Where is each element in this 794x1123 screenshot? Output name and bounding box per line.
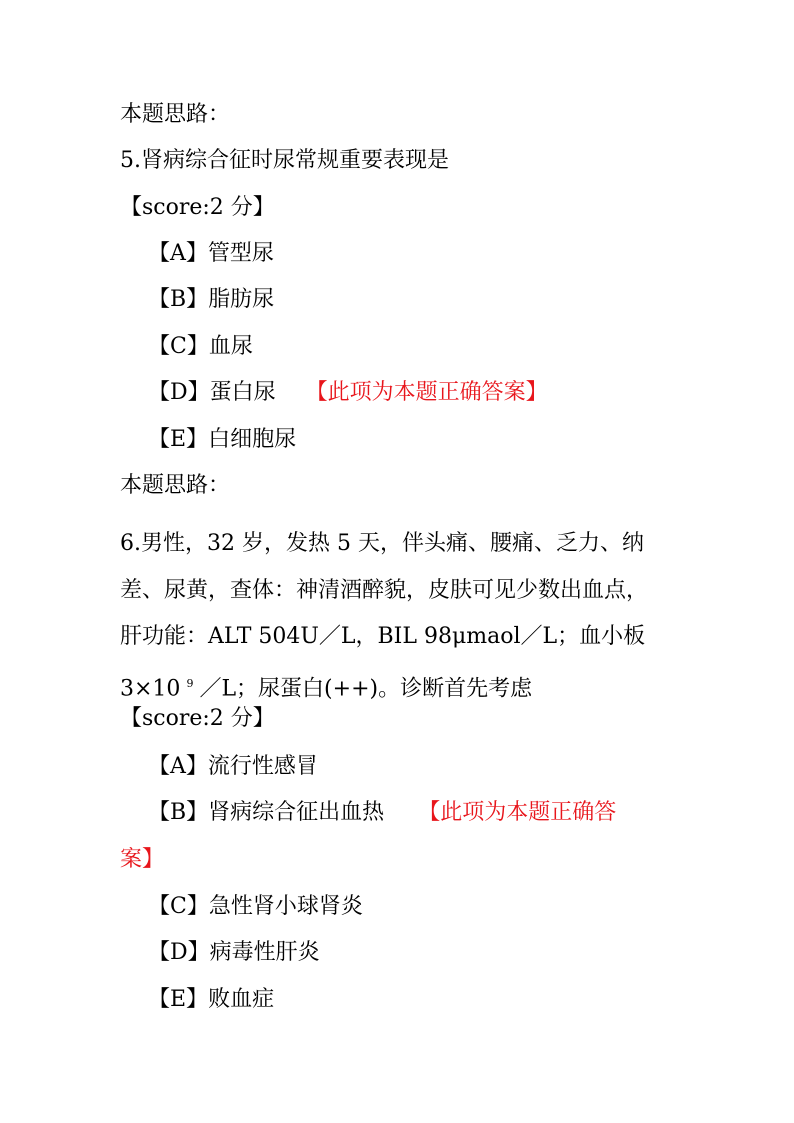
option-key: 【A】 bbox=[148, 754, 208, 779]
q5-option-a bbox=[148, 239, 274, 269]
option-text: 病毒性肝炎 bbox=[209, 940, 320, 965]
option-key: 【C】 bbox=[148, 334, 209, 359]
thought-label-prev: 本题思路： bbox=[120, 102, 231, 127]
option-key: 【D】 bbox=[148, 380, 210, 405]
option-key: 【B】 bbox=[148, 800, 209, 825]
question-6-part1: 6.男性，32 岁，发热 5 天，伴头痛、腰痛、乏力、纳差、尿黄，查体：神清酒醉貌，皮肤可见少数出血点，肝功能：ALT 504U／L，BIL 98μmaol／L；血小板 3×10 bbox=[120, 531, 649, 701]
q5-option-e bbox=[148, 425, 296, 455]
question-5-score: 【score:2 分】 bbox=[120, 195, 275, 220]
q6-option-a bbox=[148, 752, 318, 782]
option-text: 流行性感冒 bbox=[207, 754, 318, 779]
option-text: 急性肾小球肾炎 bbox=[208, 894, 363, 919]
option-text: 败血症 bbox=[208, 987, 275, 1012]
q6-option-b bbox=[148, 798, 616, 828]
option-key: 【E】 bbox=[148, 987, 209, 1012]
question-5: 5.肾病综合征时尿常规重要表现是 bbox=[120, 148, 449, 173]
question-6-score: 【score:2 分】 bbox=[120, 706, 275, 731]
question-6-part2: ／L；尿蛋白(++)。诊断首先考虑 bbox=[199, 675, 533, 701]
thought-label: 本题思路： bbox=[120, 473, 231, 498]
q6-option-c bbox=[148, 892, 363, 922]
option-key: 【B】 bbox=[148, 287, 209, 312]
option-key: 【A】 bbox=[148, 241, 208, 266]
question-6-superscript: 9 bbox=[186, 676, 194, 690]
correct-answer-mark-continued: 案】 bbox=[120, 847, 165, 872]
option-text: 管型尿 bbox=[207, 241, 274, 266]
option-key: 【C】 bbox=[148, 894, 209, 919]
q5-option-d bbox=[148, 378, 548, 408]
q5-option-b bbox=[148, 285, 274, 315]
q6-option-d bbox=[148, 938, 320, 968]
option-key: 【D】 bbox=[148, 940, 210, 965]
option-text: 肾病综合征出血热 bbox=[208, 800, 385, 825]
correct-answer-mark: 【此项为本题正确答 bbox=[418, 800, 617, 825]
q6-option-e bbox=[148, 985, 274, 1015]
option-text: 脂肪尿 bbox=[208, 287, 275, 312]
question-6 bbox=[120, 521, 660, 712]
correct-answer-mark: 【此项为本题正确答案】 bbox=[305, 380, 548, 405]
option-key: 【E】 bbox=[148, 427, 209, 452]
q5-option-c bbox=[148, 332, 253, 362]
option-text: 白细胞尿 bbox=[208, 427, 297, 452]
option-text: 蛋白尿 bbox=[209, 380, 276, 405]
option-text: 血尿 bbox=[208, 334, 253, 359]
